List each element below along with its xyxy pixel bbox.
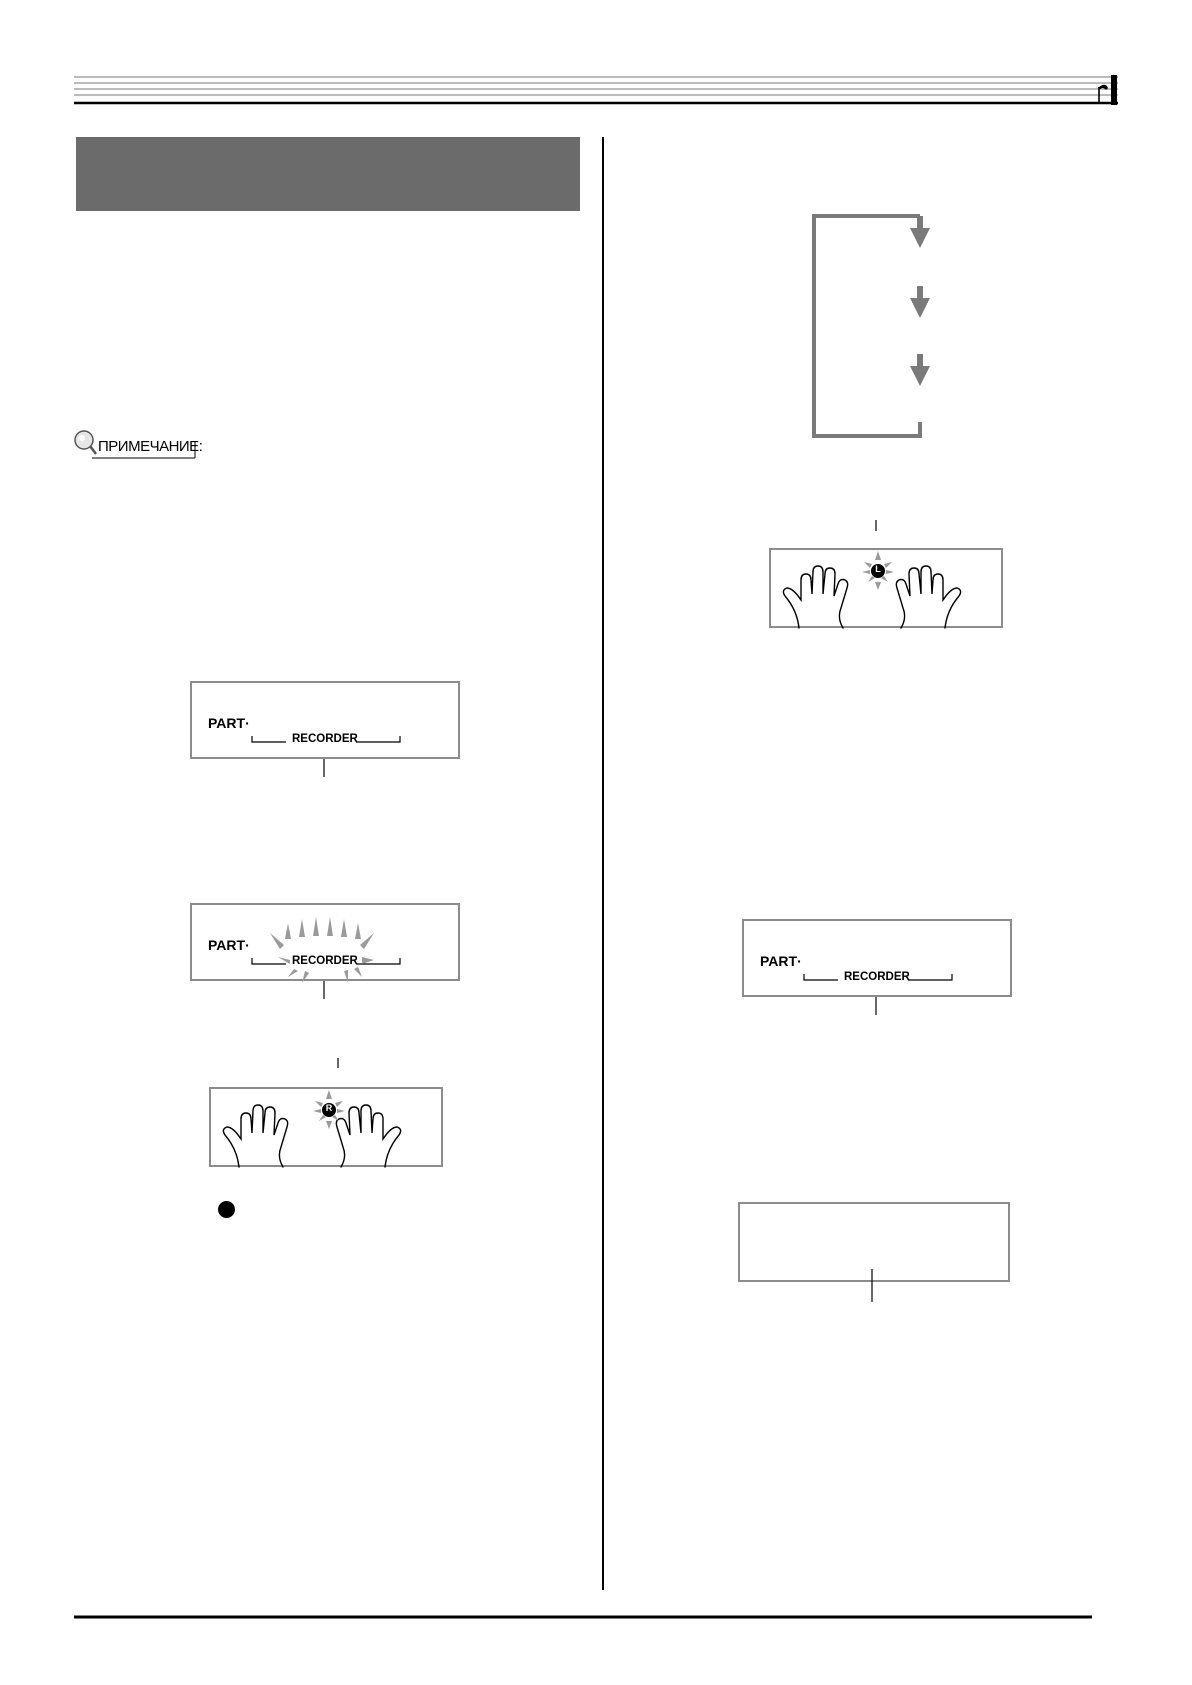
lcd-part-label: PART· [760, 953, 802, 969]
lcd-part-label: PART· [208, 715, 250, 731]
lcd-part-label: PART· [208, 937, 250, 953]
right-indicator-letter: R [325, 1103, 333, 1113]
note-label: ПРИМЕЧАНИЕ: [98, 438, 203, 455]
lcd-recorder-label: RECORDER [292, 733, 358, 745]
left-indicator-letter: L [875, 564, 881, 574]
lcd-recorder-label: RECORDER [292, 955, 358, 967]
lcd-recorder-label: RECORDER [844, 971, 910, 983]
